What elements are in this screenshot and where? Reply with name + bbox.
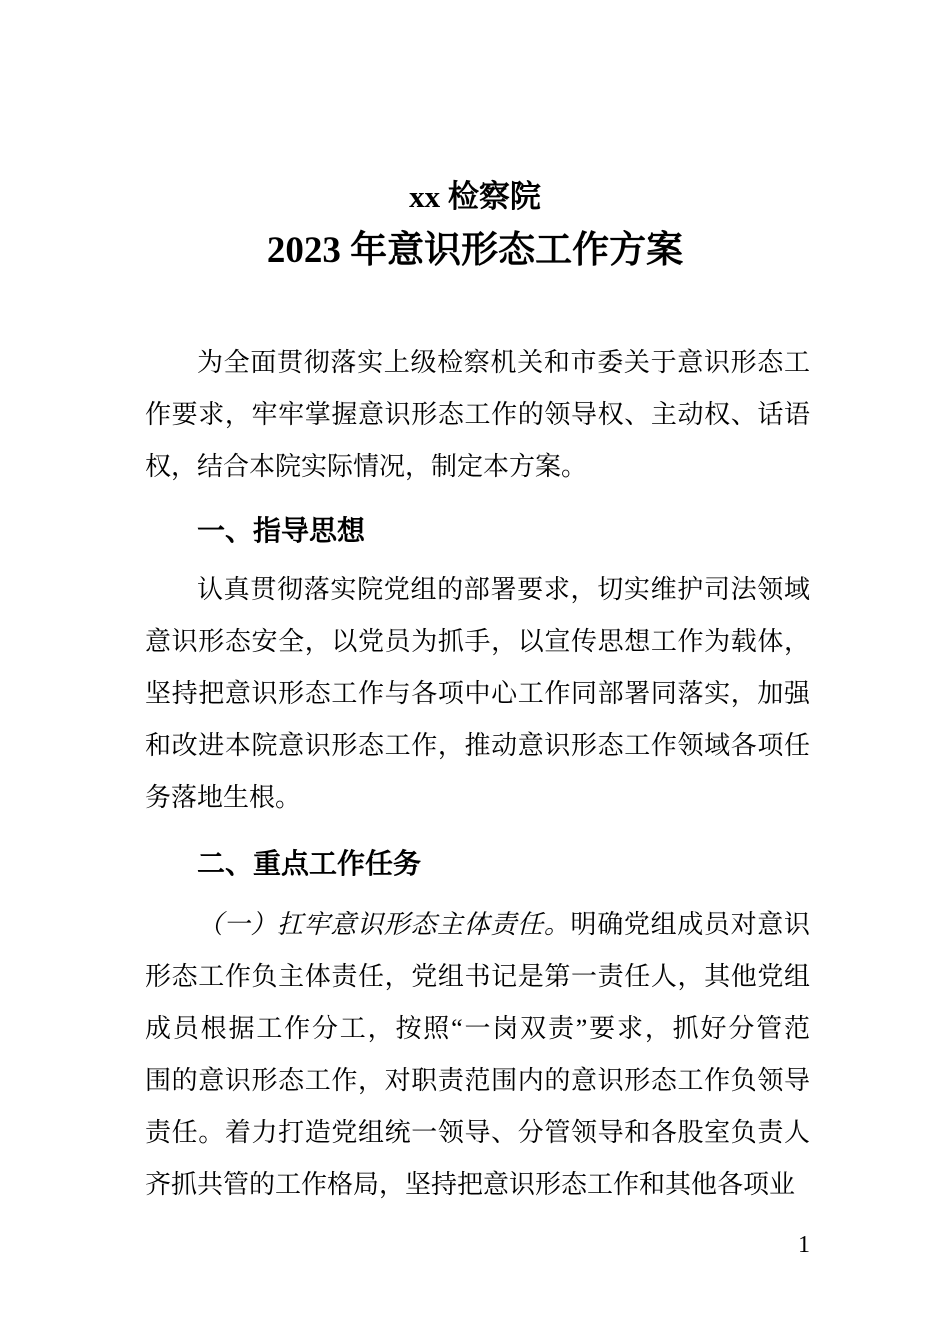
section-heading-2: 二、重点工作任务 [197, 848, 422, 879]
tasks-line-1-lead: （一）扛牢意识形态主体责任。 [197, 910, 571, 939]
tasks-line-4: 围的意识形态工作，对职责范围内的意识形态工作负领导 [145, 1066, 810, 1095]
intro-line-1: 为全面贯彻落实上级检察机关和市委关于意识形态工 [197, 348, 810, 377]
page-number: 1 [798, 1232, 810, 1258]
tasks-line-1-rest: 明确党组成员对意识 [570, 910, 810, 939]
tasks-paragraph [145, 899, 810, 1211]
guiding-paragraph [145, 564, 810, 824]
document-body [145, 337, 810, 1211]
tasks-line-5: 责任。着力打造党组统一领导、分管领导和各股室负责人 [145, 1118, 810, 1147]
guiding-line-2: 意识形态安全，以党员为抓手，以宣传思想工作为载体， [145, 627, 810, 656]
guiding-line-4: 和改进本院意识形态工作，推动意识形态工作领域各项任 [145, 731, 810, 760]
section-heading-1-wrap [145, 505, 810, 557]
tasks-line-3: 成员根据工作分工，按照“一岗双责”要求，抓好分管范 [145, 1014, 810, 1043]
guiding-line-1: 认真贯彻落实院党组的部署要求，切实维护司法领域 [197, 575, 810, 604]
document-title-line-2: 2023 年意识形态工作方案 [266, 230, 684, 271]
intro-paragraph [145, 337, 810, 493]
intro-line-3: 权，结合本院实际情况，制定本方案。 [145, 452, 588, 481]
guiding-line-3: 坚持把意识形态工作与各项中心工作同部署同落实，加强 [145, 679, 810, 708]
tasks-line-2: 形态工作负主体责任，党组书记是第一责任人，其他党组 [145, 962, 810, 991]
section-heading-1: 一、指导思想 [197, 515, 366, 546]
intro-line-2: 作要求，牢牢掌握意识形态工作的领导权、主动权、话语 [145, 400, 810, 429]
document-title-line-1: xx 检察院 [409, 179, 541, 214]
section-heading-2-wrap [145, 838, 810, 890]
tasks-line-1 [145, 899, 810, 951]
tasks-line-6: 齐抓共管的工作格局，坚持把意识形态工作和其他各项业 [145, 1170, 796, 1199]
guiding-line-5: 务落地生根。 [145, 783, 302, 812]
